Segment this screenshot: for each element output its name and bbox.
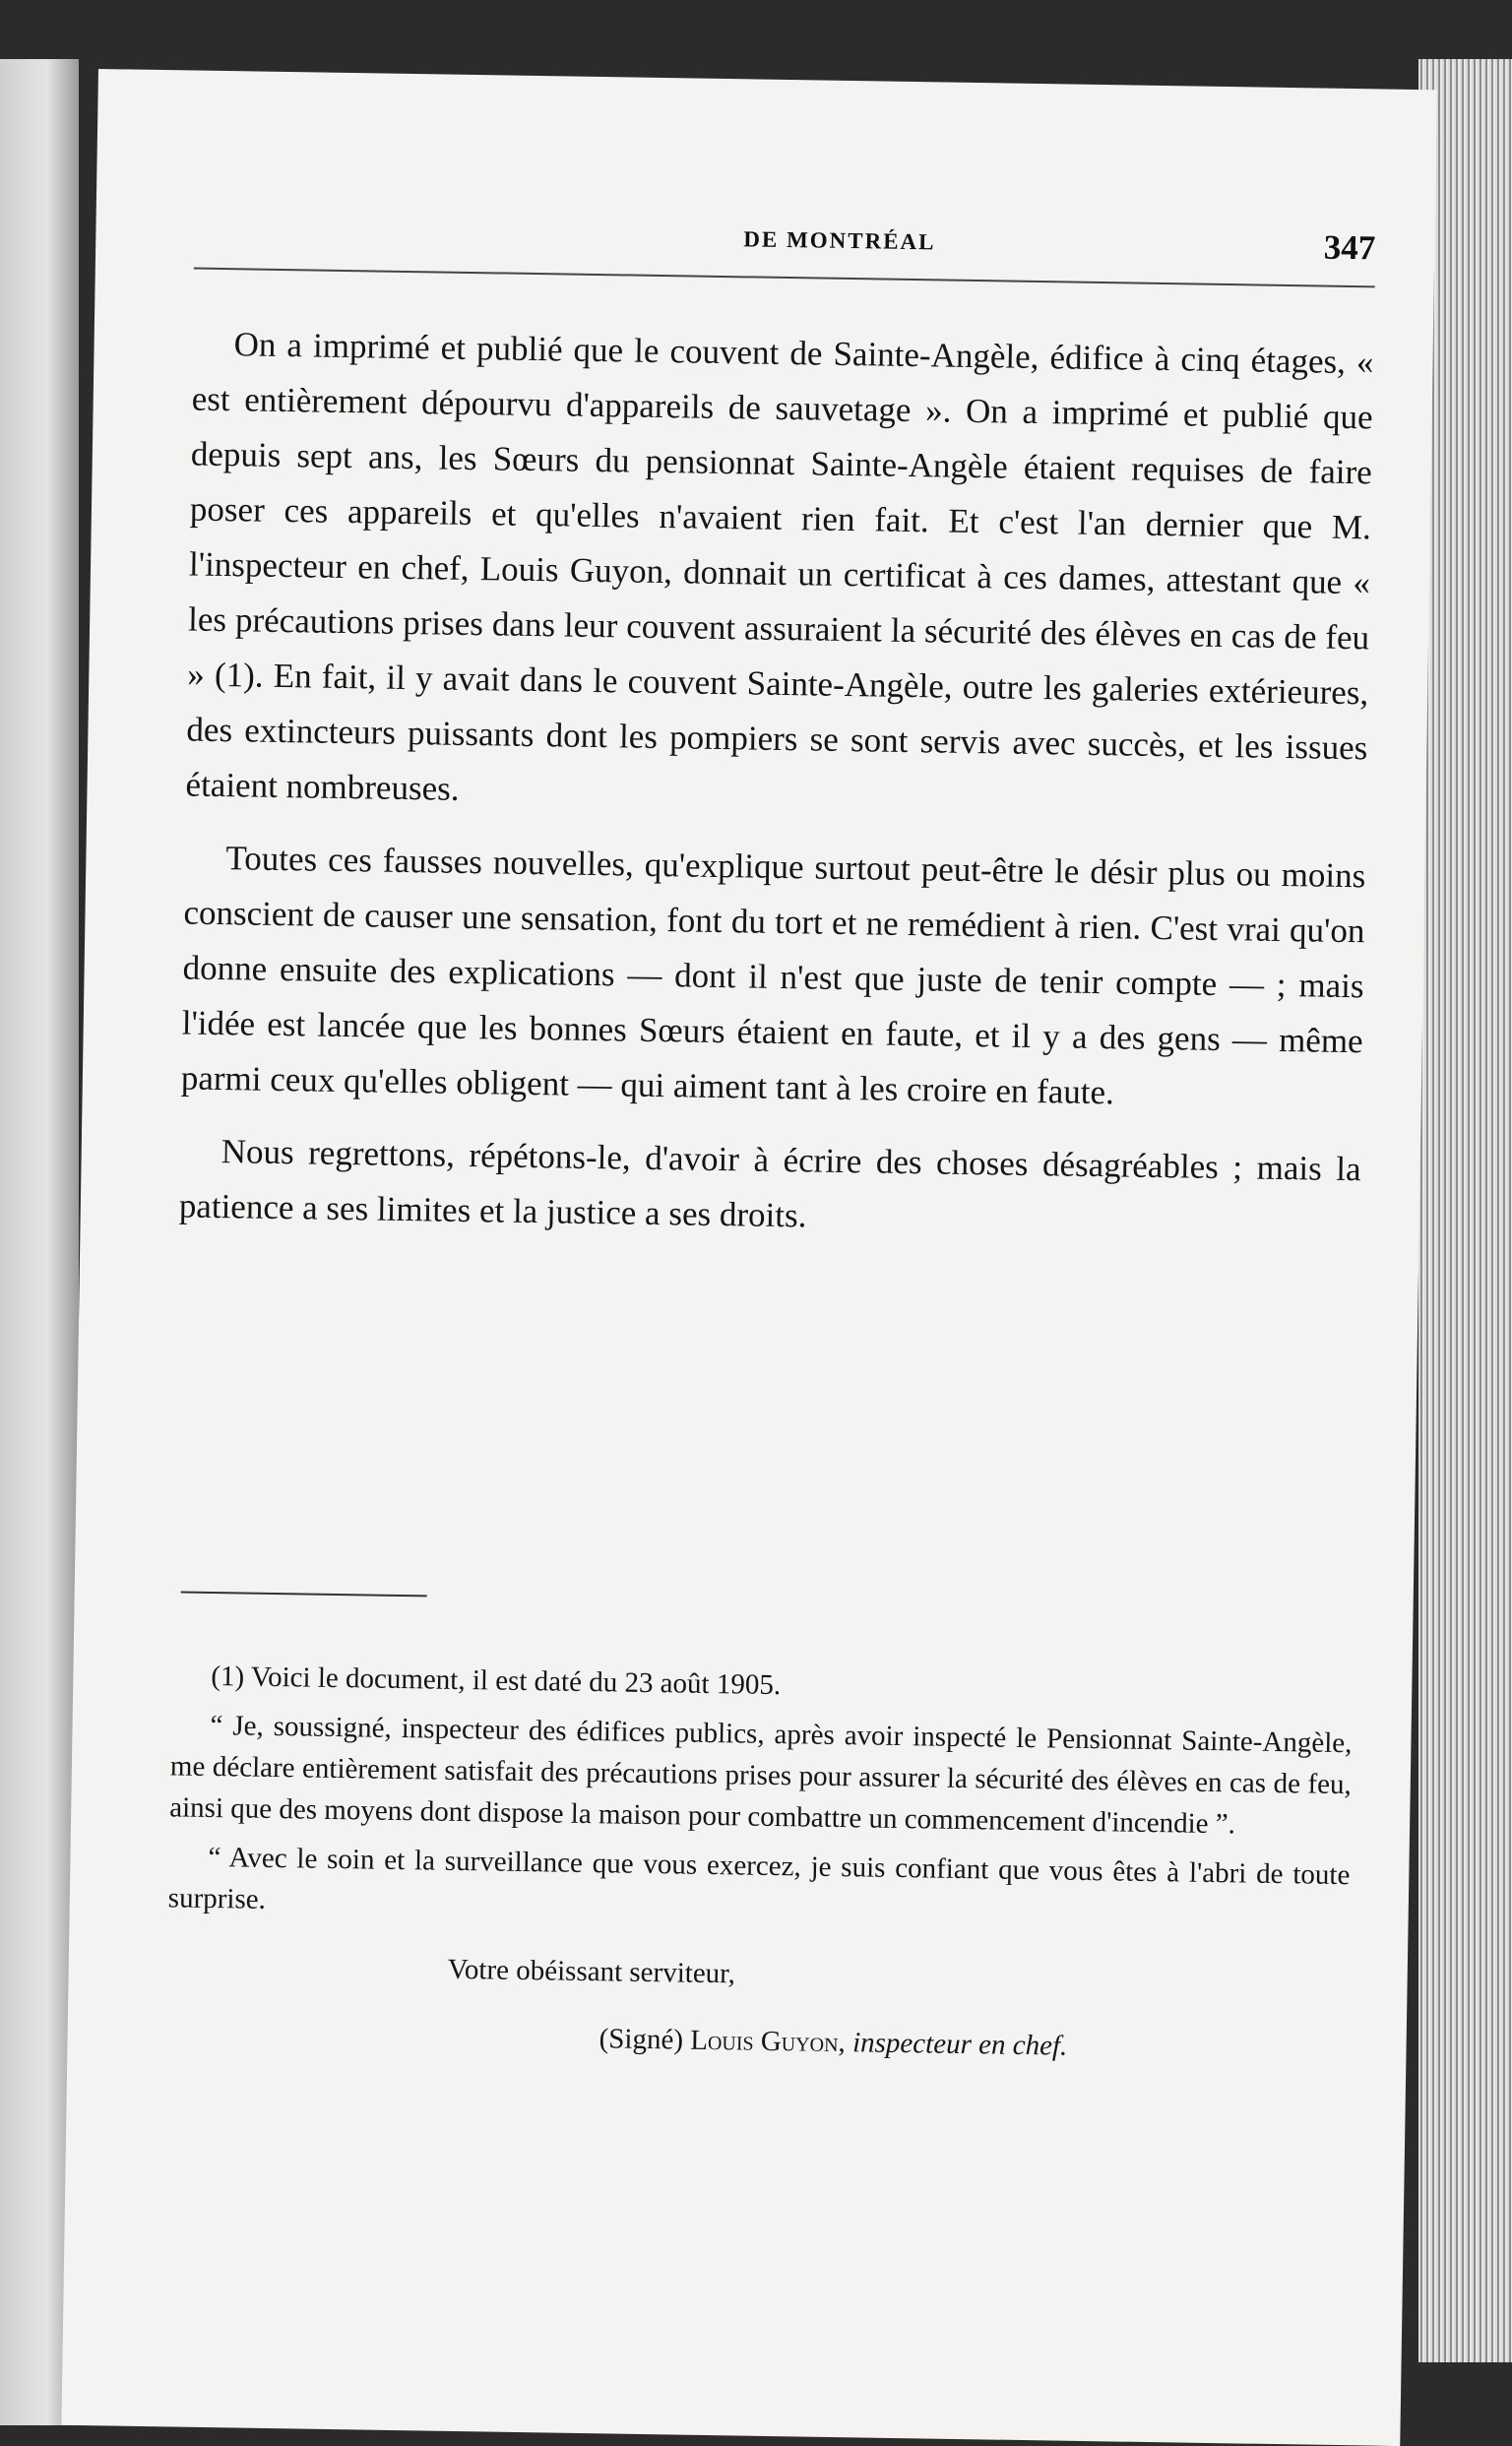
paragraph-1: On a imprimé et publié que le couvent de Sainte-Angèle, édifice à cinq étages, « est entièrement dépourvu d'appareils de sauvetage ». On a imprimé et publié que depuis sept ans, les Sœurs du pensionnat Sainte-Angèle étaient requises de faire poser ces appareils et qu'elles n'avaient rien fait. Et c'est l'an dernier que M. l'inspecteur en chef, Louis Guyon, donnait un certificat à ces dames, attestant que « les précautions prises dans leur couvent assuraient la sécurité des élèves en cas de feu » (1). En fait, il y avait dans le couvent Sainte-Angèle, outre les galeries extérieures, des extincteurs puissants dont les pompiers se sont servis avec succès, et les issues étaient nombreuses. xyxy=(185,325,1374,808)
footnote-rule xyxy=(181,1592,427,1598)
book-page xyxy=(61,69,1436,2446)
running-head: DE MONTRÉAL xyxy=(743,226,936,255)
body-text xyxy=(178,317,1374,1271)
paragraph-2: Toutes ces fausses nouvelles, qu'explique surtout peut-être le désir plus ou moins conscient de causer une sensation, font du tort et ne remédient à rien. C'est vrai qu'on donne ensuite des explications — dont il n'est que juste de tenir compte — ; mais l'idée est lancée que les bonnes Sœurs étaient en faute, et il y a des gens — même parmi ceux qu'elles obligent — qui aiment tant à les croire en faute. xyxy=(180,839,1366,1112)
footnote-closing: Votre obéissant serviteur, xyxy=(447,1953,736,1990)
signature-name: Louis Guyon, xyxy=(689,2024,847,2059)
footnote-signature xyxy=(598,2018,1348,2071)
footnote-quote-1: “ Je, soussigné, inspecteur des édifices publics, après avoir inspecté le Pensionnat Sainte-Angèle, me déclare entièrement satisfait des précautions prises pour assurer la sécurité des élèves en cas de feu, ainsi que des moyens dont dispose la maison pour combattre un commencement d'incendie ”. xyxy=(169,1709,1353,1841)
signature-prefix: (Signé) xyxy=(598,2023,684,2056)
footnote-intro: (1) Voici le document, il est daté du 23 août 1905. xyxy=(211,1660,782,1702)
paragraph-3: Nous regrettons, répétons-le, d'avoir à écrire des choses désagréables ; mais la patience a ses limites et la justice a ses droits. xyxy=(178,1132,1361,1235)
signature-title: inspecteur en chef. xyxy=(851,2027,1068,2062)
page-stack-edges xyxy=(1418,59,1512,2362)
footnote-quote-2: “ Avec le soin et la surveillance que vous exercez, je suis confiant que vous êtes à l'abri de toute surprise. xyxy=(167,1841,1351,1915)
footnotes xyxy=(165,1655,1353,2071)
page-number: 347 xyxy=(1323,227,1376,268)
